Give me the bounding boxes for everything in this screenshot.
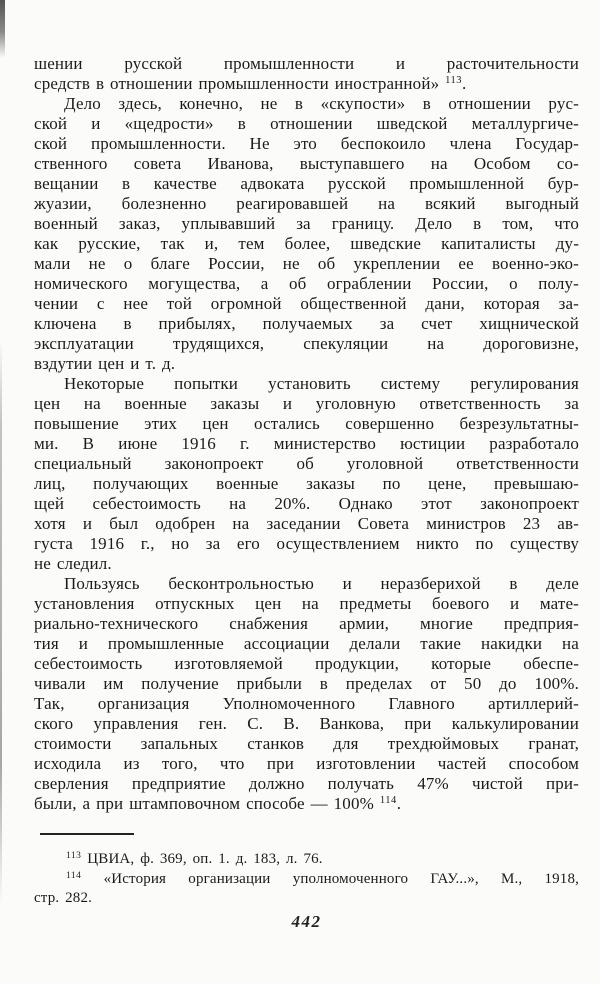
text-line: себестоимость изготовляемой продукции, которые обеспе- <box>34 654 579 673</box>
text-line: повышение этих цен остались совершенно безрезультатны- <box>34 414 579 433</box>
text-line: Так, организация Уполномоченного Главного артиллерий- <box>34 694 579 713</box>
text-line: военный заказ, уплывавший за границу. Дело в том, что <box>34 214 579 233</box>
paragraph <box>34 54 579 94</box>
text-line: как русские, так и, тем более, шведские капиталисты ду- <box>34 234 579 253</box>
paragraph <box>34 374 579 574</box>
text-line: чивали им получение прибыли в пределах от 50 до 100%. <box>34 674 579 693</box>
text-line: мали не о благе России, не об укреплении ее военно-эко- <box>34 254 579 273</box>
text-line: эксплуатации трудящихся, спекуляции на дороговизне, <box>34 334 579 353</box>
footnotes <box>34 850 579 909</box>
text-line: ми. В июне 1916 г. министерство юстиции разработало <box>34 434 579 453</box>
text-line: ской и «щедрости» в отношении шведской металлургиче- <box>34 114 579 133</box>
text-line: вещании в качестве адвоката русской промышленной бур- <box>34 174 579 193</box>
text-line: Дело здесь, конечно, не в «скупости» в отношении рус- <box>64 94 579 113</box>
text-line: номического могущества, а об ограблении России, о полу- <box>34 274 579 293</box>
paragraph <box>34 574 579 814</box>
text-line: цен на военные заказы и уголовную ответственность за <box>34 394 579 413</box>
footnote-line: стр. 282. <box>34 890 92 906</box>
paragraph <box>34 870 579 909</box>
text-line: щей себестоимость на 20%. Однако этот законопроект <box>34 494 579 513</box>
footnote-marker: 114 <box>379 795 397 806</box>
text-line: Некоторые попытки установить систему регулирования <box>64 374 579 393</box>
text-line: не следил. <box>34 554 112 573</box>
paragraph <box>34 850 579 870</box>
footnote-divider <box>40 833 134 835</box>
text-line: ской промышленности. Не это беспокоило члена Государ- <box>34 134 579 153</box>
text-line: Пользуясь бесконтрольностью и неразберихой в деле <box>64 574 579 593</box>
text-line: хотя и был одобрен на заседании Совета министров 23 ав- <box>34 514 579 533</box>
text-line: вздутии цен и т. д. <box>34 354 176 373</box>
text-line: чении с нее той огромной общественной дани, которая за- <box>34 294 579 313</box>
text-line: средств в отношении промышленности иностранной» $^{113}$. <box>34 74 467 93</box>
footnote-marker: 113 <box>66 851 82 861</box>
text-line: специальный законопроект об уголовной ответственности <box>34 454 579 473</box>
scan-edge-artifact-top <box>0 0 5 58</box>
text-line: шении русской промышленности и расточительности <box>34 54 579 73</box>
text-line: густа 1916 г., но за его осуществлением никто по существу <box>34 534 579 553</box>
text-line: лиц, получающих военные заказы по цене, превышаю- <box>34 474 579 493</box>
footnote-line: $^{114}$ «История организации уполномоченного ГАУ...», М., 1918, <box>66 870 579 887</box>
text-line: ского управления ген. С. В. Ванкова, при калькулировании <box>34 714 579 733</box>
page-text <box>34 54 579 814</box>
text-line: тия и промышленные ассоциации делали такие накидки на <box>34 634 579 653</box>
paragraph <box>34 94 579 374</box>
text-line: риально-технического снабжения армии, многие предприя- <box>34 614 579 633</box>
text-line: сверления предприятие должно получать 47% чистой при- <box>34 774 579 793</box>
text-line: жуазии, болезненно реагировавшей на всякий выгодный <box>34 194 579 213</box>
scan-edge-artifact-left <box>0 340 2 905</box>
text-line: установления отпускных цен на предметы боевого и мате- <box>34 594 579 613</box>
text-line: были, а при штамповочном способе — 100% $^{114}$. <box>34 794 402 813</box>
footnote-line: $^{113}$ ЦВИА, ф. 369, оп. 1. д. 183, л. 76. <box>66 851 323 867</box>
footnote-marker: 113 <box>445 75 463 86</box>
footnote-marker: 114 <box>66 870 82 881</box>
text-line: исходила из того, что при изготовлении частей способом <box>34 754 579 773</box>
page-number: 442 <box>291 912 322 931</box>
text-line: ственного совета Иванова, выступавшего на Особом со- <box>34 154 579 173</box>
text-line: стоимости запальных станков для трехдюймовых гранат, <box>34 734 579 753</box>
text-line: ключена в прибылях, получаемых за счет хищнической <box>34 314 579 333</box>
